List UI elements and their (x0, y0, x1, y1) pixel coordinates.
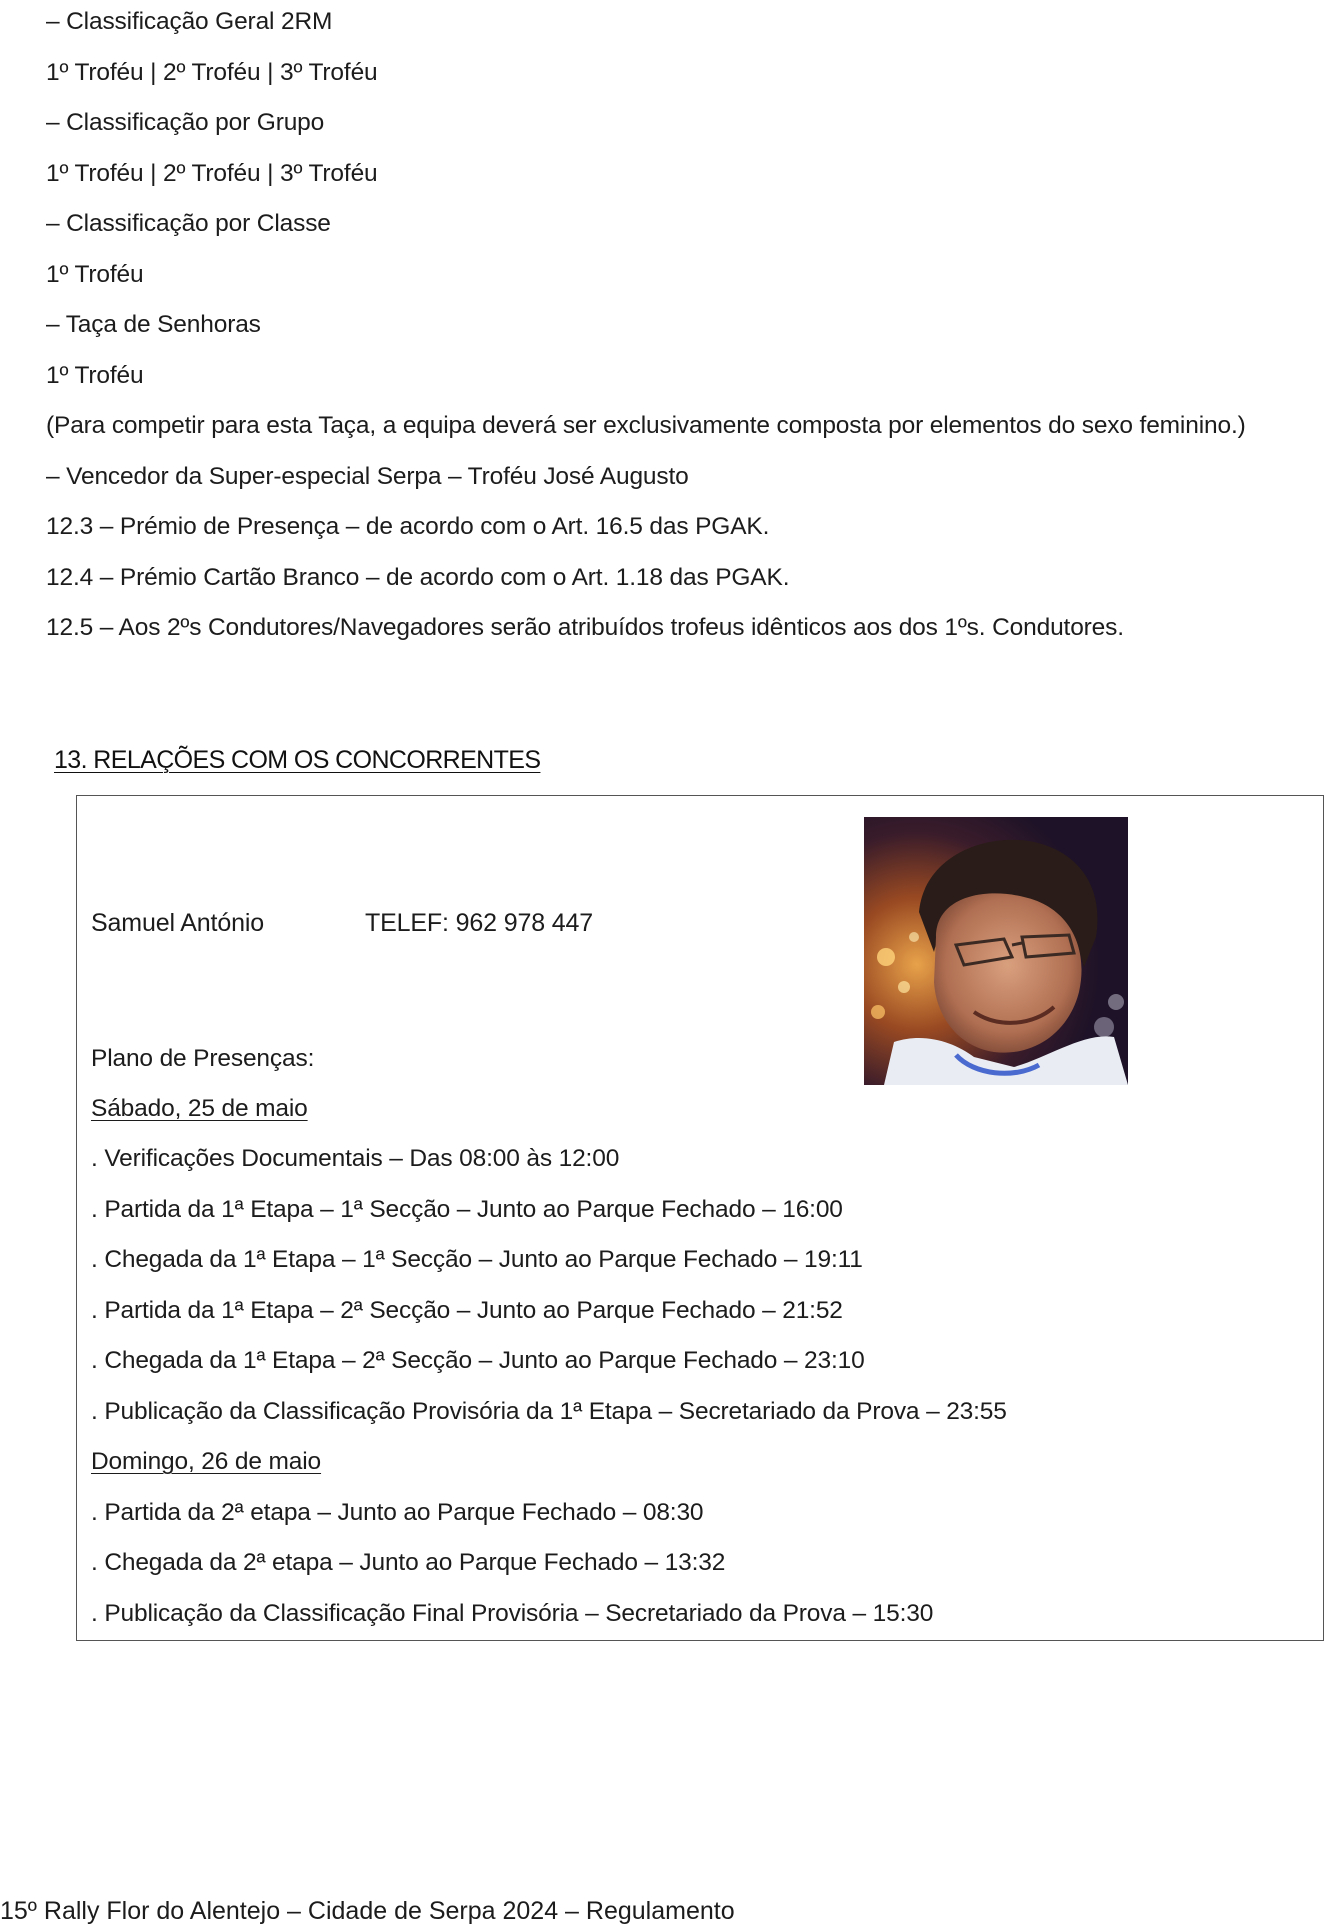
schedule-item: . Chegada da 2ª etapa – Junto ao Parque Fechado – 13:32 (91, 1549, 726, 1576)
contact-phone: TELEF: 962 978 447 (365, 909, 594, 937)
article-12-5: 12.5 – Aos 2ºs Condutores/Navegadores serão atribuídos trofeus idênticos aos dos 1ºs. Condutores. (46, 614, 1124, 641)
plan-label: Plano de Presenças: (91, 1045, 315, 1072)
schedule-item: . Publicação da Classificação Final Provisória – Secretariado da Prova – 15:30 (91, 1600, 934, 1627)
schedule-item: . Partida da 1ª Etapa – 1ª Secção – Junto ao Parque Fechado – 16:00 (91, 1196, 843, 1223)
prize-line: 1º Troféu (46, 362, 144, 389)
schedule-item: . Verificações Documentais – Das 08:00 às 12:00 (91, 1145, 620, 1172)
contact-name: Samuel António (91, 909, 265, 937)
section-13-heading: 13. RELAÇÕES COM OS CONCORRENTES (54, 746, 541, 774)
day1-label: Sábado, 25 de maio (91, 1095, 308, 1122)
prize-line: 1º Troféu | 2º Troféu | 3º Troféu (46, 59, 378, 86)
day2-label: Domingo, 26 de maio (91, 1448, 322, 1475)
prize-line: 1º Troféu (46, 261, 144, 288)
prize-line: – Classificação por Classe (46, 210, 331, 237)
article-12-3: 12.3 – Prémio de Presença – de acordo com o Art. 16.5 das PGAK. (46, 513, 770, 540)
contact-photo (864, 817, 1128, 1085)
schedule-item: . Partida da 2ª etapa – Junto ao Parque Fechado – 08:30 (91, 1499, 704, 1526)
prize-line: – Classificação por Grupo (46, 109, 325, 136)
portrait-image (864, 817, 1128, 1085)
prize-line: 1º Troféu | 2º Troféu | 3º Troféu (46, 160, 378, 187)
article-12-4: 12.4 – Prémio Cartão Branco – de acordo com o Art. 1.18 das PGAK. (46, 564, 790, 591)
prize-line: – Vencedor da Super-especial Serpa – Troféu José Augusto (46, 463, 689, 490)
schedule-item: . Partida da 1ª Etapa – 2ª Secção – Junto ao Parque Fechado – 21:52 (91, 1297, 843, 1324)
schedule-item: . Chegada da 1ª Etapa – 1ª Secção – Junto ao Parque Fechado – 19:11 (91, 1246, 863, 1273)
prize-line: – Classificação Geral 2RM (46, 8, 333, 35)
prize-line: – Taça de Senhoras (46, 311, 261, 338)
schedule-item: . Chegada da 1ª Etapa – 2ª Secção – Junto ao Parque Fechado – 23:10 (91, 1347, 865, 1374)
schedule-item: . Publicação da Classificação Provisória da 1ª Etapa – Secretariado da Prova – 23:55 (91, 1398, 1007, 1425)
page-footer: 15º Rally Flor do Alentejo – Cidade de Serpa 2024 – Regulamento (0, 1897, 735, 1925)
prize-note: (Para competir para esta Taça, a equipa deverá ser exclusivamente composta por elementos do sexo feminino.) (46, 412, 1246, 439)
